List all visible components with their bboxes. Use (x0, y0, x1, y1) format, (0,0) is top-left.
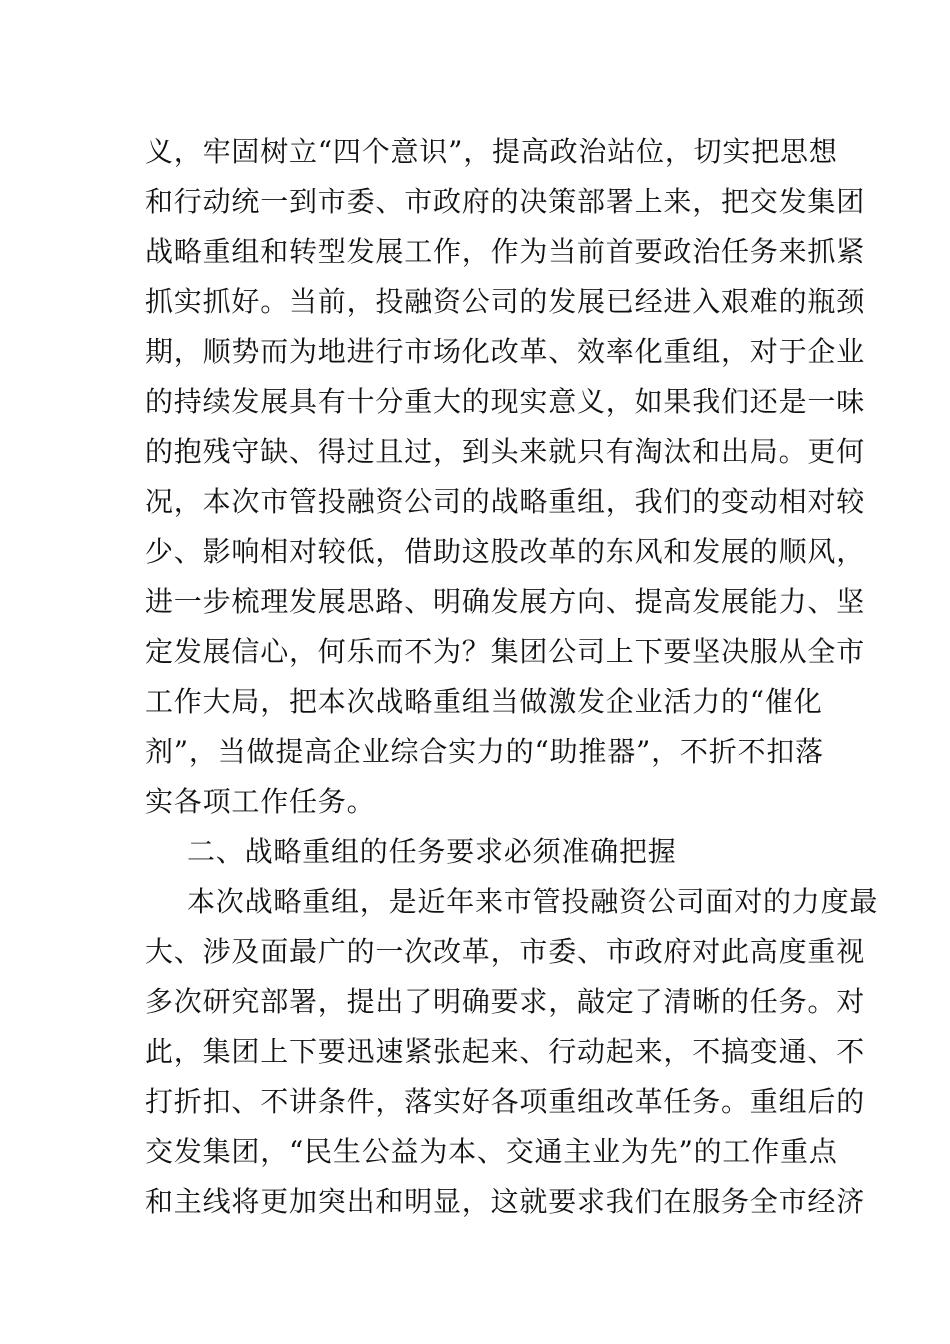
paragraph-line: 定发展信心，何乐而不为？集团公司上下要坚决服从全市 (145, 635, 866, 668)
paragraph-line: 期，顺势而为地进行市场化改革、效率化重组，对于企业 (145, 335, 866, 368)
paragraph-line: 此，集团上下要迅速紧张起来、行动起来，不搞变通、不 (145, 1035, 866, 1068)
paragraph-line: 的持续发展具有十分重大的现实意义，如果我们还是一味 (145, 385, 866, 418)
paragraph-line: 的抱残守缺、得过且过，到头来就只有淘汰和出局。更何 (145, 435, 866, 468)
paragraph-line: 进一步梳理发展思路、明确发展方向、提高发展能力、坚 (145, 585, 866, 618)
paragraph-line: 和主线将更加突出和明显，这就要求我们在服务全市经济 (145, 1185, 866, 1218)
paragraph-line: 大、涉及面最广的一次改革，市委、市政府对此高度重视 (145, 935, 866, 968)
paragraph-line: 少、影响相对较低，借助这股改革的东风和发展的顺风， (145, 535, 866, 568)
paragraph-line: 工作大局，把本次战略重组当做激发企业活力的“催化 (145, 685, 823, 718)
paragraph-line: 况，本次市管投融资公司的战略重组，我们的变动相对较 (145, 485, 866, 518)
paragraph-line: 剂”，当做提高企业综合实力的“助推器”，不折不扣落 (145, 735, 824, 768)
paragraph-line: 实各项工作任务。 (145, 785, 376, 818)
section-heading: 二、战略重组的任务要求必须准确把握 (187, 835, 677, 868)
paragraph-line: 抓实抓好。当前，投融资公司的发展已经进入艰难的瓶颈 (145, 285, 866, 318)
paragraph-line: 打折扣、不讲条件，落实好各项重组改革任务。重组后的 (145, 1085, 866, 1118)
paragraph-line: 本次战略重组，是近年来市管投融资公司面对的力度最 (187, 885, 879, 918)
paragraph-line: 和行动统一到市委、市政府的决策部署上来，把交发集团 (145, 185, 866, 218)
paragraph-line: 义，牢固树立“四个意识”，提高政治站位，切实把思想 (145, 135, 838, 168)
paragraph-line: 战略重组和转型发展工作，作为当前首要政治任务来抓紧 (145, 235, 866, 268)
paragraph-line: 交发集团，“民生公益为本、交通主业为先”的工作重点 (145, 1135, 838, 1168)
paragraph-line: 多次研究部署，提出了明确要求，敲定了清晰的任务。对 (145, 985, 866, 1018)
